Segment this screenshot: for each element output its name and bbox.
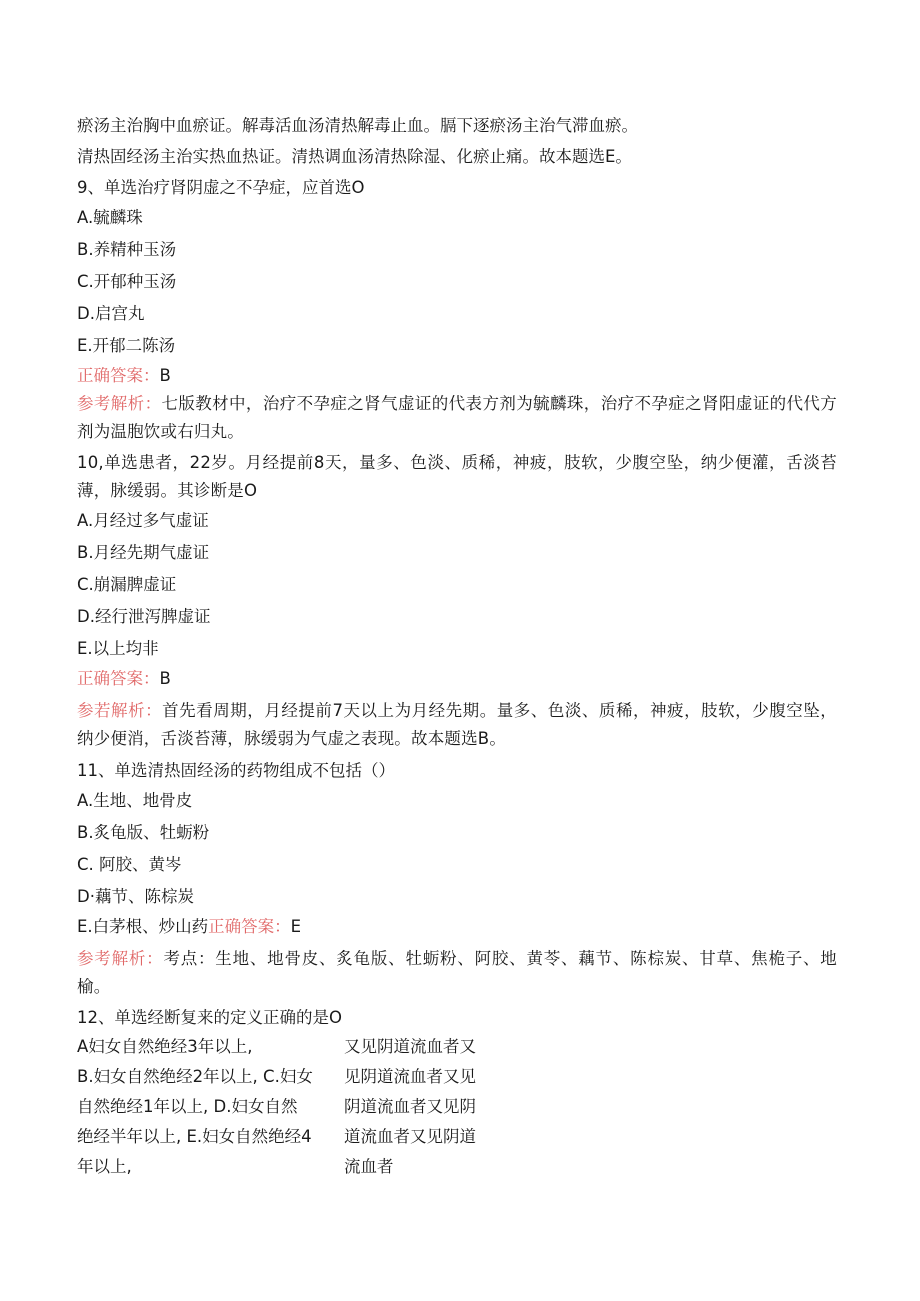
q12-stem: 12、单选经断复来的定义正确的是O <box>77 1008 342 1027</box>
q10-option-d: D.经行泄泻脾虚证 <box>77 607 211 626</box>
q11-analysis <box>77 945 837 1001</box>
q9-option-d: D.启宫丸 <box>77 304 145 323</box>
q11-analysis-label: 参考解析： <box>77 949 164 968</box>
q11-stem: 11、单选清热固经汤的药物组成不包括（） <box>77 761 395 780</box>
prev-analysis-line-2: 清热固经汤主治实热血热证。清热调血汤清热除湿、化瘀止痛。故本题选E。 <box>77 147 632 166</box>
q10-option-e: E.以上均非 <box>77 639 159 658</box>
q12-left-line-1: A妇女自然绝经3年以上, <box>77 1037 253 1056</box>
q12-left-line-5: 年以上, <box>77 1157 132 1176</box>
q10-answer-label: 正确答案： <box>77 669 160 688</box>
q11-option-a: A.生地、地骨皮 <box>77 791 193 810</box>
q12-left-line-4: 绝经半年以上, E.妇女自然绝经4 <box>77 1127 312 1146</box>
q11-option-b: B.炙龟版、牡蛎粉 <box>77 823 210 842</box>
q10-option-b: B.月经先期气虚证 <box>77 543 210 562</box>
q12-options-columns <box>77 1032 837 1176</box>
q9-analysis <box>77 390 837 446</box>
q10-stem: 10,单选患者，22岁。月经提前8天，量多、色淡、质稀，神疲，肢软，少腹空坠，纳少便灌，舌淡苔薄，脉缓弱。其诊断是O <box>77 453 837 500</box>
q9-analysis-label: 参考解析： <box>77 394 162 413</box>
q12-right-line-4: 道流血者又见阴道 <box>344 1127 476 1146</box>
q10-option-a: A.月经过多气虚证 <box>77 511 209 530</box>
q9-answer <box>77 362 837 390</box>
q11-analysis-text: 考点：生地、地骨皮、炙龟版、牡蛎粉、阿胶、黄苓、藕节、陈棕炭、甘草、焦桅子、地榆。 <box>77 949 837 996</box>
q9-option-e: E.开郁二陈汤 <box>77 336 176 355</box>
q12-left-column <box>77 1032 339 1182</box>
q10-analysis-text: 首先看周期，月经提前7天以上为月经先期。量多、色淡、质稀，神疲，肢软，少腹空坠，纳少便消，舌淡苔薄，脉缓弱为气虚之表现。故本题选B。 <box>77 701 838 748</box>
q11-option-e: E.白茅根、炒山药 <box>77 917 209 936</box>
q9-stem: 9、单选治疗肾阴虚之不孕症，应首选O <box>77 178 365 197</box>
q9-analysis-text: 七版教材中，治疗不孕症之肾气虚证的代表方剂为毓麟珠，治疗不孕症之肾阳虚证的代代方剂为温胞饮或右归丸。 <box>77 394 838 441</box>
q12-left-line-2: B.妇女自然绝经2年以上, C.妇女 <box>77 1067 313 1086</box>
q12-right-line-3: 阴道流血者又见阴 <box>344 1097 476 1116</box>
q10-analysis-label: 参若解析： <box>77 701 163 720</box>
q9-option-a: A.毓麟珠 <box>77 208 143 227</box>
q11-answer-label: 正确答案： <box>208 917 291 936</box>
q9-option-b: B.养精种玉汤 <box>77 240 177 259</box>
q11-option-c: C. 阿胶、黄岑 <box>77 855 182 874</box>
q11-answer-value: E <box>290 917 302 936</box>
q12-left-line-3: 自然绝经1年以上, D.妇女自然 <box>77 1097 298 1116</box>
q10-option-c: C.崩漏脾虚证 <box>77 575 177 594</box>
q10-answer-value: B <box>159 669 171 688</box>
q12-right-line-5: 流血者 <box>344 1157 394 1176</box>
q11-option-e-with-answer <box>77 913 837 941</box>
q9-answer-label: 正确答案： <box>77 366 160 385</box>
q9-answer-value: B <box>159 366 171 385</box>
q10-analysis <box>77 697 837 753</box>
q9-option-c: C.开郁种玉汤 <box>77 272 177 291</box>
document-content <box>77 112 838 1176</box>
q11-option-d: D·藕节、陈棕炭 <box>77 887 194 906</box>
q12-right-line-2: 见阴道流血者又见 <box>344 1067 476 1086</box>
q12-right-column <box>344 1032 499 1182</box>
q12-right-line-1: 又见阴道流血者又 <box>344 1037 476 1056</box>
prev-analysis-line-1: 瘀汤主治胸中血瘀证。解毒活血汤清热解毒止血。膈下逐瘀汤主治气滞血瘀。 <box>77 116 638 135</box>
q10-answer <box>77 665 837 693</box>
